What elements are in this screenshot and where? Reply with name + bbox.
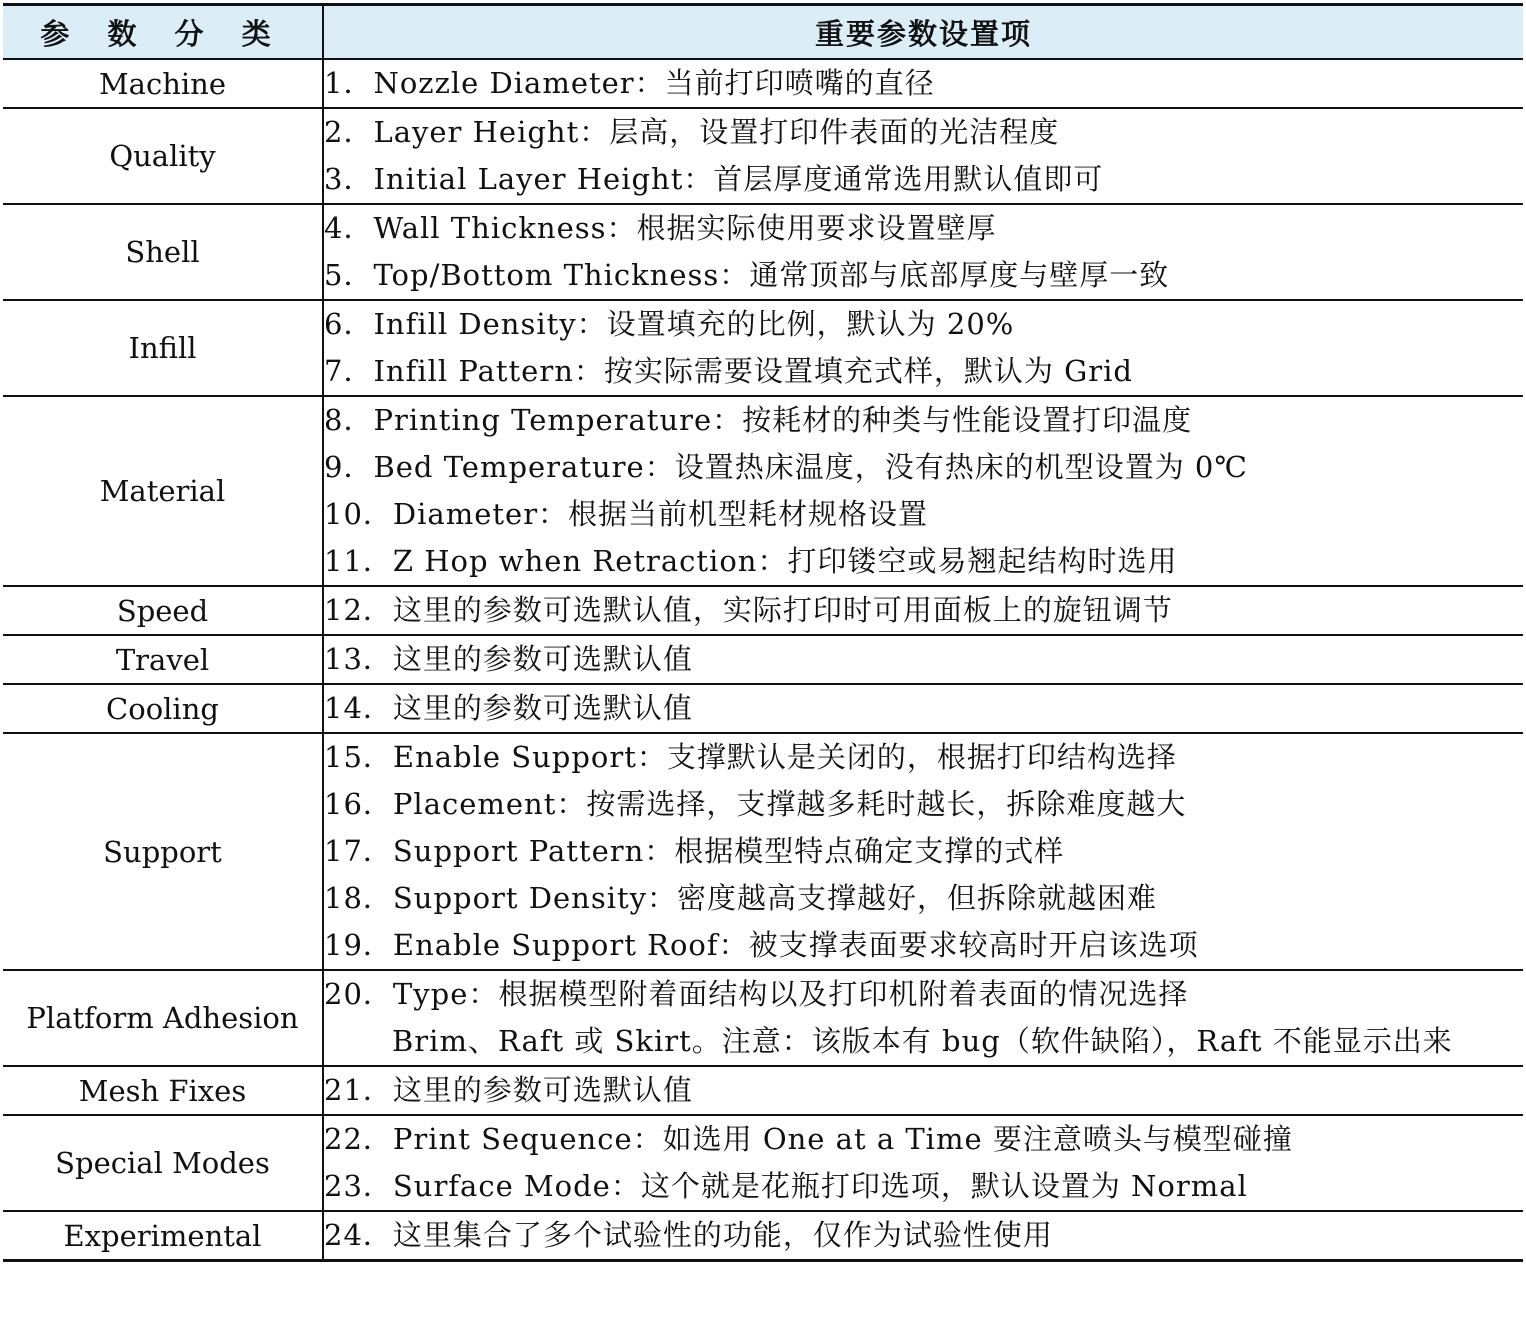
setting-item: 14．这里的参数可选默认值 bbox=[324, 691, 693, 725]
setting-item: 12．这里的参数可选默认值，实际打印时可用面板上的旋钮调节 bbox=[324, 593, 1173, 627]
setting-item: 6．Infill Density：设置填充的比例，默认为 20% bbox=[324, 307, 1015, 341]
category-cell: Shell bbox=[3, 204, 323, 300]
table-row-experimental bbox=[3, 1211, 1523, 1261]
category-cell: Special Modes bbox=[3, 1115, 323, 1211]
table-row-infill bbox=[3, 300, 1523, 396]
setting-item: 22．Print Sequence：如选用 One at a Time 要注意喷头与模型碰撞 bbox=[324, 1122, 1293, 1156]
setting-item: 8．Printing Temperature：按耗材的种类与性能设置打印温度 bbox=[324, 403, 1193, 437]
setting-item: 17．Support Pattern：根据模型特点确定支撑的式样 bbox=[324, 834, 1065, 868]
table-row-support bbox=[3, 733, 1523, 970]
setting-item: 15．Enable Support：支撑默认是关闭的，根据打印结构选择 bbox=[324, 740, 1177, 774]
setting-item: 18．Support Density：密度越高支撑越好，但拆除就越困难 bbox=[324, 881, 1158, 915]
setting-item: 21．这里的参数可选默认值 bbox=[324, 1073, 693, 1107]
settings-cell bbox=[323, 396, 1523, 586]
setting-item-continuation: Brim、Raft 或 Skirt。注意：该版本有 bug（软件缺陷），Raft 不能显示出来 bbox=[392, 1024, 1453, 1058]
parameter-table bbox=[3, 3, 1523, 1262]
setting-item: 4．Wall Thickness：根据实际使用要求设置壁厚 bbox=[324, 211, 997, 245]
table-row-platform-adhesion bbox=[3, 970, 1523, 1066]
table-row-machine bbox=[3, 59, 1523, 108]
table-row-quality bbox=[3, 108, 1523, 204]
setting-item: 1．Nozzle Diameter：当前打印喷嘴的直径 bbox=[324, 66, 935, 100]
category-cell: Speed bbox=[3, 586, 323, 635]
settings-cell bbox=[323, 970, 1523, 1066]
setting-item: 5．Top/Bottom Thickness：通常顶部与底部厚度与壁厚一致 bbox=[324, 258, 1170, 292]
settings-cell bbox=[323, 108, 1523, 204]
setting-item: 13．这里的参数可选默认值 bbox=[324, 642, 693, 676]
table-row-cooling bbox=[3, 684, 1523, 733]
category-cell: Cooling bbox=[3, 684, 323, 733]
settings-cell bbox=[323, 1115, 1523, 1211]
settings-cell bbox=[323, 733, 1523, 970]
settings-cell bbox=[323, 204, 1523, 300]
setting-item: 3．Initial Layer Height：首层厚度通常选用默认值即可 bbox=[324, 162, 1104, 196]
table-row-shell bbox=[3, 204, 1523, 300]
table-row-special-modes bbox=[3, 1115, 1523, 1211]
category-cell: Mesh Fixes bbox=[3, 1066, 323, 1115]
setting-item: 2．Layer Height：层高，设置打印件表面的光洁程度 bbox=[324, 115, 1060, 149]
table-row-travel bbox=[3, 635, 1523, 684]
settings-cell bbox=[323, 1066, 1523, 1115]
settings-cell bbox=[323, 586, 1523, 635]
setting-item: 9．Bed Temperature：设置热床温度，没有热床的机型设置为 0℃ bbox=[324, 450, 1248, 484]
header-row bbox=[3, 5, 1523, 60]
table-row-mesh-fixes bbox=[3, 1066, 1523, 1115]
setting-item: 24．这里集合了多个试验性的功能，仅作为试验性使用 bbox=[324, 1218, 1053, 1252]
settings-cell bbox=[323, 684, 1523, 733]
setting-item: 11．Z Hop when Retraction：打印镂空或易翘起结构时选用 bbox=[324, 544, 1178, 578]
category-cell: Material bbox=[3, 396, 323, 586]
settings-cell bbox=[323, 59, 1523, 108]
table-row-material bbox=[3, 396, 1523, 586]
settings-cell bbox=[323, 1211, 1523, 1261]
category-cell: Infill bbox=[3, 300, 323, 396]
category-cell: Travel bbox=[3, 635, 323, 684]
category-cell: Experimental bbox=[3, 1211, 323, 1261]
setting-item: 10．Diameter：根据当前机型耗材规格设置 bbox=[324, 497, 929, 531]
setting-item: 7．Infill Pattern：按实际需要设置填充式样，默认为 Grid bbox=[324, 354, 1133, 388]
setting-item: 20．Type：根据模型附着面结构以及打印机附着表面的情况选择 bbox=[324, 977, 1189, 1011]
category-cell: Machine bbox=[3, 59, 323, 108]
header-category: 参 数 分 类 bbox=[3, 5, 323, 60]
setting-item: 16．Placement：按需选择，支撑越多耗时越长，拆除难度越大 bbox=[324, 787, 1187, 821]
category-cell: Platform Adhesion bbox=[3, 970, 323, 1066]
table-row-speed bbox=[3, 586, 1523, 635]
category-cell: Quality bbox=[3, 108, 323, 204]
setting-item: 23．Surface Mode：这个就是花瓶打印选项，默认设置为 Normal bbox=[324, 1169, 1248, 1203]
settings-cell bbox=[323, 300, 1523, 396]
header-settings: 重要参数设置项 bbox=[323, 5, 1523, 60]
setting-item: 19．Enable Support Roof：被支撑表面要求较高时开启该选项 bbox=[324, 928, 1199, 962]
settings-cell bbox=[323, 635, 1523, 684]
category-cell: Support bbox=[3, 733, 323, 970]
